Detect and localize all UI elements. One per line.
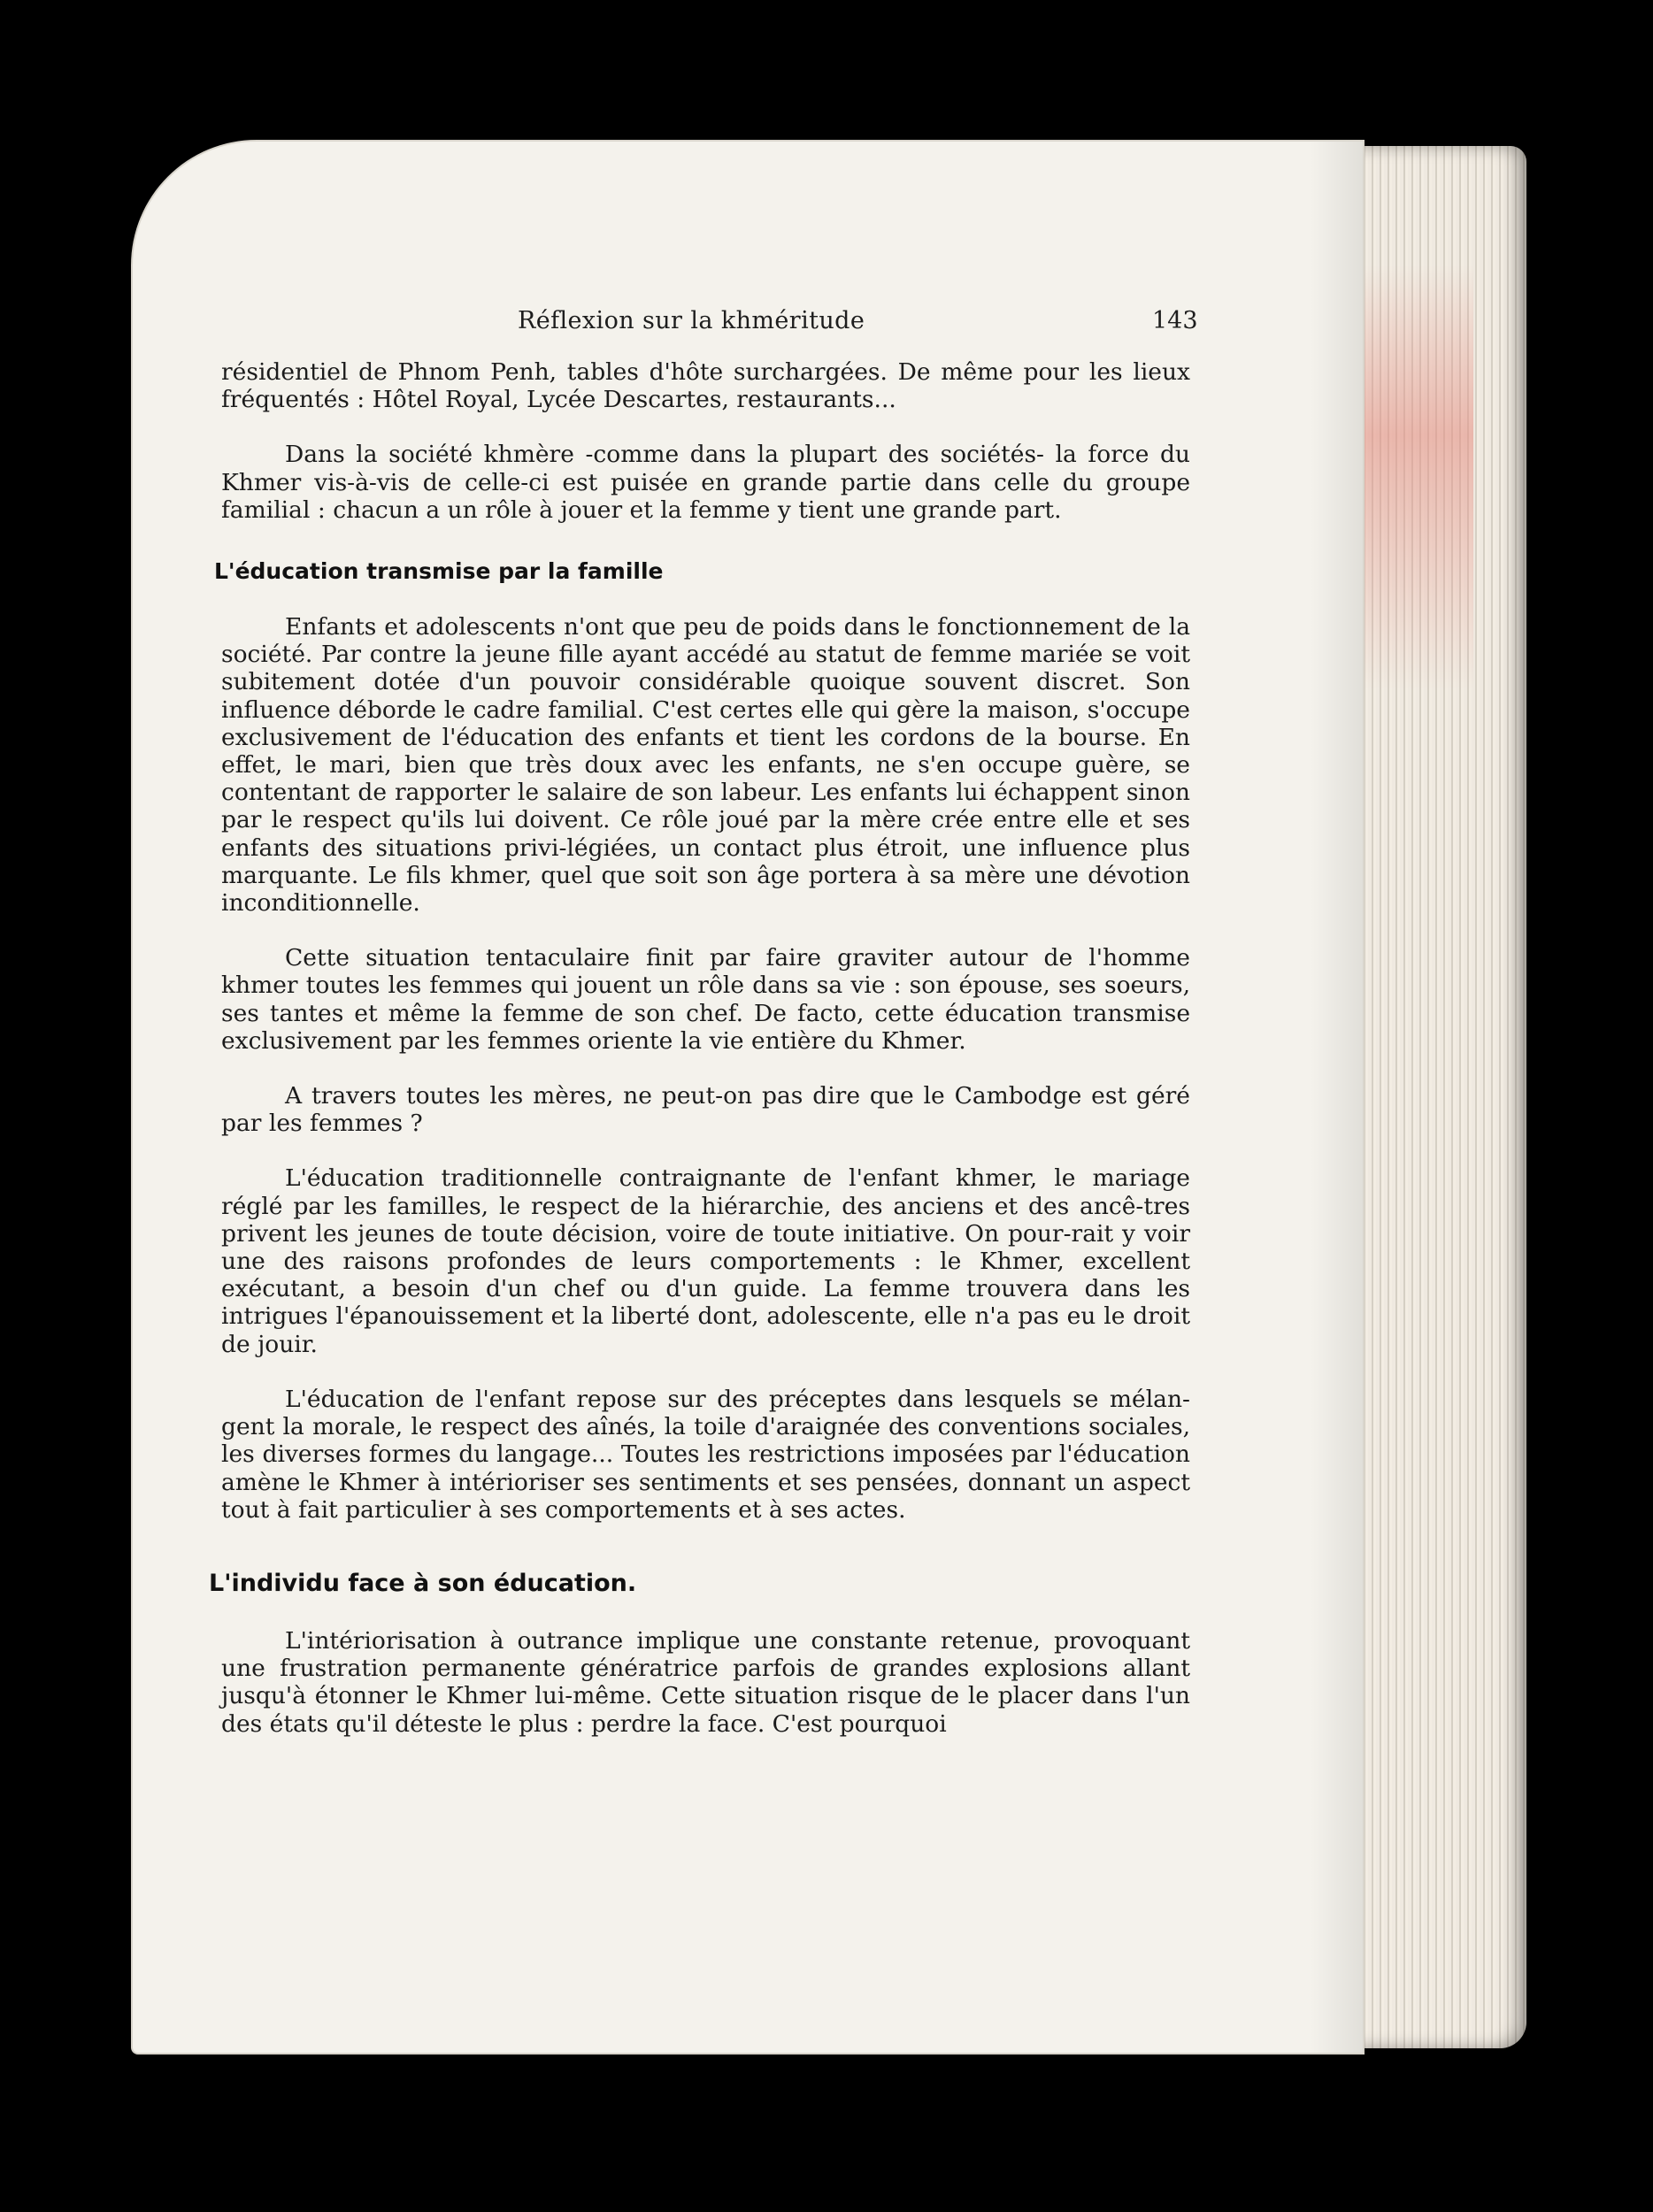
paragraph: L'éducation traditionnelle contraignante de l'enfant khmer, le mariage réglé par les familles, le respect de la hiérarchie, des anciens et des ancê-tres privent les jeunes de toute décision, voire de toute initiative. On pour-rait y voir une des raisons profondes de leurs comportements : le Khmer, excellent exécutant, a besoin d'un chef ou d'un guide. La femme trouvera dans les intrigues l'épanouissement et la liberté dont, adolescente, elle n'a pas eu le droit de jouir.: [221, 1164, 1190, 1358]
paragraph: L'intériorisation à outrance implique une constante retenue, provoquant une frustration permanente génératrice parfois de grandes explosions allant jusqu'à étonner le Khmer lui-même. Cette situation risque de le placer dans l'un des états qu'il déteste le plus : perdre la face. C'est pourquoi: [221, 1626, 1190, 1738]
paragraph: A travers toutes les mères, ne peut-on pas dire que le Cambodge est géré par les femmes ?: [221, 1082, 1190, 1138]
paragraph: résidentiel de Phnom Penh, tables d'hôte surchargées. De même pour les lieux fréquentés : Hôtel Royal, Lycée Descartes, restaurants...: [221, 358, 1190, 414]
paragraph: L'éducation de l'enfant repose sur des préceptes dans lesquels se mélan-gent la morale, le respect des aînés, la toile d'araignée des conventions sociales, les diverses formes du langage... Toutes les restrictions imposées par l'éducation amène le Khmer à intérioriser ses sentiments et ses pensées, donnant un aspect tout à fait particulier à ses comportements et à ses actes.: [221, 1385, 1190, 1524]
body-text: [209, 358, 1190, 1765]
section-heading: L'éducation transmise par la famille: [214, 558, 664, 585]
section-heading: L'individu face à son éducation.: [209, 1569, 637, 1597]
page-number: 143: [1152, 307, 1198, 334]
paragraph: Cette situation tentaculaire finit par faire graviter autour de l'homme khmer toutes les femmes qui jouent un rôle dans sa vie : son épouse, ses soeurs, ses tantes et même la femme de son chef. De facto, cette éducation transmise exclusivement par les femmes oriente la vie entière du Khmer.: [221, 944, 1190, 1055]
paragraph: Dans la société khmère -comme dans la plupart des sociétés- la force du Khmer vis-à-vis de celle-ci est puisée en grande partie dans celle du groupe familial : chacun a un rôle à jouer et la femme y tient une grande part.: [221, 441, 1190, 524]
running-head: Réflexion sur la khméritude: [518, 307, 865, 334]
paragraph: Enfants et adolescents n'ont que peu de poids dans le fonctionnement de la société. Par contre la jeune fille ayant accédé au statut de femme mariée se voit subitement dotée d'un pouvoir considérable quoique souvent discret. Son influence déborde le cadre familial. C'est certes elle qui gère la maison, s'occupe exclusivement de l'éducation des enfants et tient les cordons de la bourse. En effet, le mari, bien que très doux avec les enfants, ne s'en occupe guère, se contentant de rapporter le salaire de son labeur. Les enfants lui échappent sinon par le respect qu'ils lui doivent. Ce rôle joué par la mère crée entre elle et ses enfants des situations privi-légiées, un contact plus étroit, une influence plus marquante. Le fils khmer, quel que soit son âge portera à sa mère une dévotion inconditionnelle.: [221, 613, 1190, 918]
